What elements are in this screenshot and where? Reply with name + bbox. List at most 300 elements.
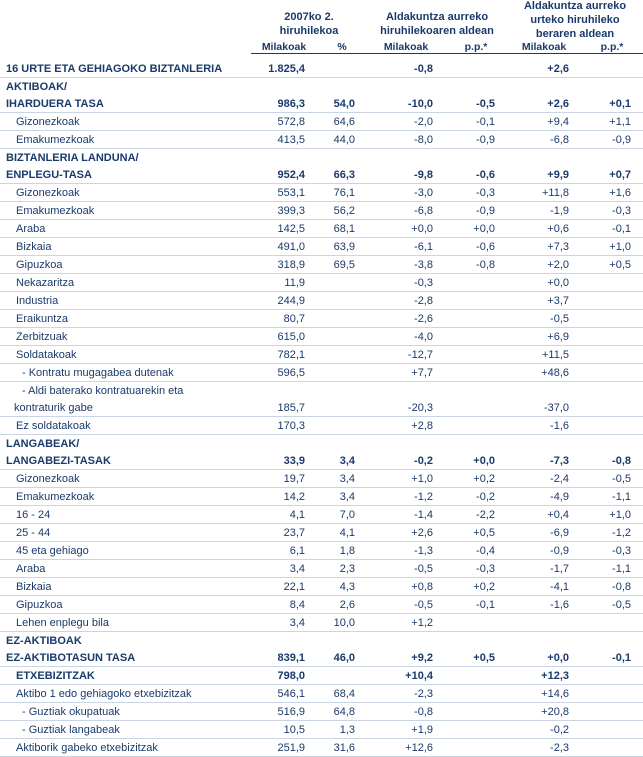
row-value-1: 7,0 [317, 506, 367, 524]
row-value-3 [445, 382, 507, 400]
row-label: - Aldi baterako kontratuarekin eta [22, 384, 184, 397]
row-value-4 [507, 78, 581, 96]
header-group-yoy-line1: Aldakuntza aurreko [523, 0, 627, 12]
row-value-0: 8,4 [251, 596, 317, 614]
row-value-0: 22,1 [251, 578, 317, 596]
row-value-0: 318,9 [251, 256, 317, 274]
header-group-prev-quarter [367, 0, 507, 41]
header-group-yoy-line2: urteko hiruhileko [530, 13, 620, 26]
row-value-2: +0,0 [367, 220, 445, 238]
table-row [0, 346, 643, 364]
row-value-0: 546,1 [251, 685, 317, 703]
row-value-2: +0,8 [367, 578, 445, 596]
table-row [0, 721, 643, 739]
row-value-4: -4,9 [507, 488, 581, 506]
row-value-0: 615,0 [251, 328, 317, 346]
row-label: EZ-AKTIBOAK [6, 634, 82, 647]
row-value-5: -0,5 [581, 596, 643, 614]
row-value-5 [581, 417, 643, 435]
row-value-1: 76,1 [317, 184, 367, 202]
row-value-5 [581, 60, 643, 78]
table-row [0, 184, 643, 202]
row-value-2: +10,4 [367, 667, 445, 685]
row-value-3 [445, 721, 507, 739]
row-value-0 [251, 382, 317, 400]
row-value-3: -0,2 [445, 488, 507, 506]
row-value-2: +12,6 [367, 739, 445, 757]
row-label: Nekazaritza [0, 274, 251, 292]
row-value-5: -0,9 [581, 131, 643, 149]
row-value-2: -1,3 [367, 542, 445, 560]
row-value-5 [581, 78, 643, 96]
row-value-2: -8,0 [367, 131, 445, 149]
row-value-1: 56,2 [317, 202, 367, 220]
row-value-2: -2,6 [367, 310, 445, 328]
row-value-1: 66,3 [317, 166, 367, 184]
row-value-3 [445, 614, 507, 632]
header-group-current-quarter [251, 0, 367, 41]
row-value-2: -0,2 [367, 452, 445, 470]
row-value-0: 413,5 [251, 131, 317, 149]
row-value-0: 1.825,4 [251, 60, 317, 78]
row-value-2: -9,8 [367, 166, 445, 184]
row-value-0: 10,5 [251, 721, 317, 739]
row-value-3: -0,4 [445, 542, 507, 560]
row-label: AKTIBOAK/ [6, 80, 68, 93]
row-value-2: +1,9 [367, 721, 445, 739]
row-value-0: 952,4 [251, 166, 317, 184]
row-value-3 [445, 632, 507, 650]
table-row [0, 328, 643, 346]
table-body [0, 60, 643, 757]
row-value-2: +1,2 [367, 614, 445, 632]
row-label: IHARDUERA TASA [0, 95, 251, 113]
row-value-5 [581, 721, 643, 739]
row-value-1 [317, 417, 367, 435]
header-group-current-quarter-line2: hiruhilekoa [279, 24, 339, 37]
row-value-0: 33,9 [251, 452, 317, 470]
row-value-4: +6,9 [507, 328, 581, 346]
row-value-2 [367, 149, 445, 167]
row-label: Bizkaia [0, 578, 251, 596]
row-value-1: 1,3 [317, 721, 367, 739]
row-value-3 [445, 417, 507, 435]
row-value-0: 782,1 [251, 346, 317, 364]
row-value-5: -0,1 [581, 649, 643, 667]
row-label: - Guztiak langabeak [0, 721, 251, 739]
row-value-1 [317, 632, 367, 650]
header-subheader-row [0, 41, 643, 54]
header-group-prev-quarter-line1: Aldakuntza aurreko [385, 10, 489, 23]
row-value-3: -0,8 [445, 256, 507, 274]
row-value-5 [581, 310, 643, 328]
header-col-pp-2: p.p.* [581, 41, 643, 54]
row-value-4: +14,6 [507, 685, 581, 703]
row-value-3 [445, 328, 507, 346]
row-label: EZ-AKTIBOTASUN TASA [0, 649, 251, 667]
row-value-4: -1,6 [507, 596, 581, 614]
row-value-2: +9,2 [367, 649, 445, 667]
row-value-2: -0,8 [367, 703, 445, 721]
row-label: Bizkaia [0, 238, 251, 256]
row-value-0: 185,7 [251, 399, 317, 417]
row-value-5: +0,5 [581, 256, 643, 274]
row-value-0: 596,5 [251, 364, 317, 382]
table-row [0, 310, 643, 328]
row-value-5: -1,1 [581, 488, 643, 506]
row-value-1: 64,8 [317, 703, 367, 721]
row-value-1 [317, 667, 367, 685]
row-value-3 [445, 739, 507, 757]
row-label: kontraturik gabe [0, 399, 251, 417]
row-value-1 [317, 310, 367, 328]
row-label: Araba [0, 220, 251, 238]
row-value-0: 986,3 [251, 95, 317, 113]
row-value-5: +1,0 [581, 238, 643, 256]
header-corner-2 [0, 41, 251, 54]
row-value-1 [317, 149, 367, 167]
row-value-4: +9,4 [507, 113, 581, 131]
row-value-4: +0,4 [507, 506, 581, 524]
table-row [0, 131, 643, 149]
row-value-2: -6,8 [367, 202, 445, 220]
header-col-percent-1: % [317, 41, 367, 54]
row-value-0 [251, 435, 317, 453]
row-value-0: 19,7 [251, 470, 317, 488]
row-value-4: -0,9 [507, 542, 581, 560]
row-value-0: 142,5 [251, 220, 317, 238]
table-row [0, 60, 643, 78]
row-label: LANGABEAK/ [6, 437, 80, 450]
row-value-4: +3,7 [507, 292, 581, 310]
row-value-2: -3,8 [367, 256, 445, 274]
table-row [0, 256, 643, 274]
row-value-5 [581, 399, 643, 417]
row-value-1: 4,1 [317, 524, 367, 542]
row-value-2: -2,3 [367, 685, 445, 703]
row-value-1: 63,9 [317, 238, 367, 256]
row-value-2: -6,1 [367, 238, 445, 256]
row-value-2: -4,0 [367, 328, 445, 346]
row-value-4: +12,3 [507, 667, 581, 685]
row-value-1 [317, 399, 367, 417]
row-label: Araba [0, 560, 251, 578]
row-value-0: 839,1 [251, 649, 317, 667]
row-value-2: +1,0 [367, 470, 445, 488]
row-value-5: -0,8 [581, 578, 643, 596]
row-value-2: +2,8 [367, 417, 445, 435]
row-value-2: -0,5 [367, 596, 445, 614]
row-value-3: -0,3 [445, 184, 507, 202]
table-row [0, 578, 643, 596]
row-value-3: -0,5 [445, 95, 507, 113]
table-row [0, 417, 643, 435]
row-value-3: -0,6 [445, 166, 507, 184]
row-value-3: +0,0 [445, 452, 507, 470]
row-value-1 [317, 60, 367, 78]
row-value-3 [445, 399, 507, 417]
row-value-4: -6,9 [507, 524, 581, 542]
row-value-5 [581, 364, 643, 382]
header-group-prev-quarter-line2: hiruhilekoaren aldean [380, 24, 494, 37]
row-value-1 [317, 328, 367, 346]
row-value-3 [445, 292, 507, 310]
row-label: Gizonezkoak [0, 470, 251, 488]
row-value-0: 11,9 [251, 274, 317, 292]
row-label: Gizonezkoak [0, 184, 251, 202]
row-value-1: 10,0 [317, 614, 367, 632]
row-value-1: 46,0 [317, 649, 367, 667]
table-row [0, 506, 643, 524]
row-value-3 [445, 60, 507, 78]
row-label: Gipuzkoa [0, 596, 251, 614]
row-value-3: -0,1 [445, 113, 507, 131]
row-value-4: -1,7 [507, 560, 581, 578]
row-value-4: -0,5 [507, 310, 581, 328]
table-row [0, 113, 643, 131]
row-value-3: +0,0 [445, 220, 507, 238]
row-label: BIZTANLERIA LANDUNA/ [6, 151, 139, 164]
header-group-current-quarter-line1: 2007ko 2. [284, 10, 334, 23]
table-row [0, 292, 643, 310]
row-value-5: -0,1 [581, 220, 643, 238]
table-row [0, 78, 643, 96]
row-value-1: 68,4 [317, 685, 367, 703]
row-value-4: -2,4 [507, 470, 581, 488]
row-value-4: +20,8 [507, 703, 581, 721]
row-value-5: -1,1 [581, 560, 643, 578]
row-value-1: 54,0 [317, 95, 367, 113]
row-value-3 [445, 274, 507, 292]
row-value-4: +0,0 [507, 649, 581, 667]
row-label: Emakumezkoak [0, 202, 251, 220]
table-row [0, 667, 643, 685]
row-value-3 [445, 346, 507, 364]
row-value-1: 31,6 [317, 739, 367, 757]
row-value-4 [507, 382, 581, 400]
row-label: Emakumezkoak [0, 131, 251, 149]
row-label: Lehen enplegu bila [0, 614, 251, 632]
table-row [0, 685, 643, 703]
row-label: Aktiborik gabeko etxebizitzak [0, 739, 251, 757]
table-row [0, 542, 643, 560]
table-row [0, 649, 643, 667]
row-value-5 [581, 739, 643, 757]
row-value-2: -2,0 [367, 113, 445, 131]
row-label: ETXEBIZITZAK [0, 667, 251, 685]
row-value-5 [581, 614, 643, 632]
row-value-3: +0,2 [445, 578, 507, 596]
row-value-2: -12,7 [367, 346, 445, 364]
table-row [0, 166, 643, 184]
row-value-0: 798,0 [251, 667, 317, 685]
table-row [0, 435, 643, 453]
row-label: Emakumezkoak [0, 488, 251, 506]
row-value-3: -0,3 [445, 560, 507, 578]
row-value-0: 80,7 [251, 310, 317, 328]
row-label: Aktibo 1 edo gehiagoko etxebizitzak [0, 685, 251, 703]
table-row [0, 632, 643, 650]
row-value-5 [581, 632, 643, 650]
row-value-5 [581, 435, 643, 453]
row-label: Zerbitzuak [0, 328, 251, 346]
row-value-2 [367, 632, 445, 650]
row-value-1: 44,0 [317, 131, 367, 149]
row-label: - Kontratu mugagabea dutenak [0, 364, 251, 382]
row-value-3: -0,9 [445, 131, 507, 149]
row-value-1: 69,5 [317, 256, 367, 274]
row-value-4: -1,9 [507, 202, 581, 220]
row-value-5 [581, 667, 643, 685]
row-value-5: +1,1 [581, 113, 643, 131]
row-value-2: -2,8 [367, 292, 445, 310]
row-value-5 [581, 274, 643, 292]
row-value-0: 170,3 [251, 417, 317, 435]
row-value-3: +0,5 [445, 649, 507, 667]
row-value-5: -0,3 [581, 542, 643, 560]
row-value-3 [445, 364, 507, 382]
table-row [0, 274, 643, 292]
table-row [0, 382, 643, 400]
table-row [0, 560, 643, 578]
row-value-1 [317, 382, 367, 400]
row-label: Gipuzkoa [0, 256, 251, 274]
table-row [0, 202, 643, 220]
row-value-5: -0,3 [581, 202, 643, 220]
row-value-3: -0,9 [445, 202, 507, 220]
row-value-3 [445, 149, 507, 167]
row-value-0: 3,4 [251, 560, 317, 578]
row-value-0: 251,9 [251, 739, 317, 757]
row-value-0: 516,9 [251, 703, 317, 721]
row-value-0 [251, 149, 317, 167]
row-value-0: 3,4 [251, 614, 317, 632]
row-value-3 [445, 685, 507, 703]
row-value-1 [317, 292, 367, 310]
row-value-0 [251, 78, 317, 96]
row-value-4: +0,6 [507, 220, 581, 238]
row-value-2: -0,8 [367, 60, 445, 78]
row-value-2 [367, 78, 445, 96]
row-value-5 [581, 149, 643, 167]
table-row [0, 470, 643, 488]
row-label: Industria [0, 292, 251, 310]
row-value-2: -0,5 [367, 560, 445, 578]
row-value-4: -2,3 [507, 739, 581, 757]
header-col-pp-1: p.p.* [445, 41, 507, 54]
table-row [0, 739, 643, 757]
row-label: Eraikuntza [0, 310, 251, 328]
row-value-2 [367, 382, 445, 400]
row-label: 45 eta gehiago [0, 542, 251, 560]
row-label: 25 - 44 [0, 524, 251, 542]
row-value-1: 3,4 [317, 470, 367, 488]
table-row [0, 524, 643, 542]
row-value-1 [317, 364, 367, 382]
row-value-5: -0,8 [581, 452, 643, 470]
row-value-5: +1,6 [581, 184, 643, 202]
row-value-3: +0,5 [445, 524, 507, 542]
row-value-3 [445, 78, 507, 96]
row-value-0: 572,8 [251, 113, 317, 131]
row-value-4: +7,3 [507, 238, 581, 256]
row-value-5 [581, 346, 643, 364]
row-value-0: 491,0 [251, 238, 317, 256]
row-value-1: 2,6 [317, 596, 367, 614]
row-value-3: -0,1 [445, 596, 507, 614]
row-value-2: -0,3 [367, 274, 445, 292]
row-value-1 [317, 78, 367, 96]
table-row [0, 452, 643, 470]
table-row [0, 95, 643, 113]
row-value-1: 4,3 [317, 578, 367, 596]
row-value-2: -1,4 [367, 506, 445, 524]
row-value-2: +7,7 [367, 364, 445, 382]
table-row [0, 149, 643, 167]
row-value-0: 399,3 [251, 202, 317, 220]
row-value-3: -0,6 [445, 238, 507, 256]
table-row [0, 364, 643, 382]
row-value-5 [581, 382, 643, 400]
row-value-4: -0,2 [507, 721, 581, 739]
row-value-2: -20,3 [367, 399, 445, 417]
row-value-0: 14,2 [251, 488, 317, 506]
row-value-1 [317, 346, 367, 364]
row-label: ENPLEGU-TASA [0, 166, 251, 184]
row-label: Ez soldatakoak [0, 417, 251, 435]
row-value-2: -10,0 [367, 95, 445, 113]
row-value-2: +2,6 [367, 524, 445, 542]
row-label: 16 URTE ETA GEHIAGOKO BIZTANLERIA [0, 60, 251, 78]
header-group-yoy-line3: beraren aldean [535, 27, 615, 40]
row-value-4: -7,3 [507, 452, 581, 470]
table-row [0, 399, 643, 417]
row-value-4: -1,6 [507, 417, 581, 435]
row-value-0: 4,1 [251, 506, 317, 524]
row-value-1 [317, 435, 367, 453]
row-value-5: -0,5 [581, 470, 643, 488]
header-col-milakoak-1: Milakoak [251, 41, 317, 54]
row-value-5: -1,2 [581, 524, 643, 542]
table-row [0, 220, 643, 238]
table-row [0, 596, 643, 614]
row-label: 16 - 24 [0, 506, 251, 524]
header-group-row [0, 0, 643, 41]
row-value-5 [581, 685, 643, 703]
row-value-1: 3,4 [317, 488, 367, 506]
row-value-4 [507, 614, 581, 632]
header-group-year-over-year [507, 0, 643, 41]
row-label: Gizonezkoak [0, 113, 251, 131]
row-value-3 [445, 667, 507, 685]
table-row [0, 238, 643, 256]
row-value-5: +0,7 [581, 166, 643, 184]
row-value-3: -2,2 [445, 506, 507, 524]
row-value-0: 23,7 [251, 524, 317, 542]
row-value-1: 2,3 [317, 560, 367, 578]
row-value-4: +0,0 [507, 274, 581, 292]
row-value-1: 1,8 [317, 542, 367, 560]
row-value-4 [507, 632, 581, 650]
row-value-4 [507, 149, 581, 167]
row-label: LANGABEZI-TASAK [0, 452, 251, 470]
row-value-1: 3,4 [317, 452, 367, 470]
row-value-2: -1,2 [367, 488, 445, 506]
row-value-0 [251, 632, 317, 650]
row-value-0: 553,1 [251, 184, 317, 202]
row-value-3: +0,2 [445, 470, 507, 488]
row-value-4: +2,6 [507, 95, 581, 113]
